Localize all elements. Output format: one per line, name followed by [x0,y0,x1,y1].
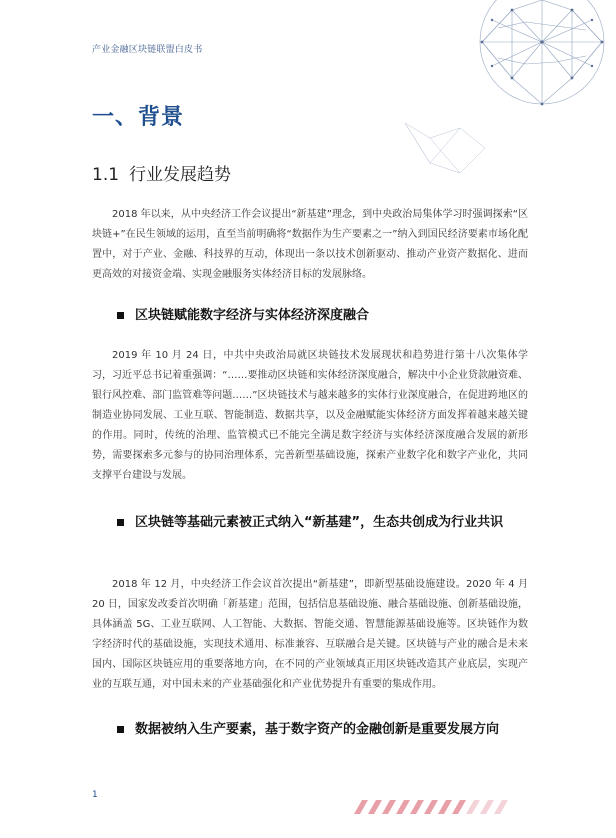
decorative-globe-fragment [400,118,490,182]
bullet-heading-2: 区块链等基础元素被正式纳入“新基建”，生态共创成为行业共识 [117,512,527,534]
bullet-heading-3: 数据被纳入生产要素，基于数字资产的金融创新是重要发展方向 [117,719,527,741]
paragraph-2: 2019 年 10 月 24 日，中共中央政治局就区块链技术发展现状和趋势进行第十八次集体学习，习近平总书记着重强调：“……要推动区块链和实体经济深度融合，解决中小企业贷款融资难、银行风控难、部门监管难等问题……”区块链技术与越来越多的实体行业深度融合，在促进跨地区的制造业协同发展、工业互联、智能制造、数据共享，以及金融赋能实体经济方面发挥着越来越关键的作用。同时，传统的治理、监管模式已不能完全满足数字经济与实体经济深度融合发展的新形势，需要探索多元参与的协同治理体系，完善新型基础设施，探索产业数字化和数字产业化，共同支撑平台建设与发展。 [92,350,528,481]
square-bullet-icon [117,312,124,319]
paragraph-3: 2018 年 12 月，中央经济工作会议首次提出“新基建”，即新型基础设施建设。2020 年 4 月 20 日，国家发改委首次明确「新基建」范围，包括信息基础设施、融合基础设施、创新基础设施，具体涵盖 5G、工业互联网、人工智能、大数据、智能交通、智慧能源基础设施等。区块链作为数字经济时代的基础设施，实现技术通用、标准兼容、互联融合是关键。区块链与产业的融合是未来国内、国际区块链应用的重要落地方向，在不同的产业领域真正用区块链改造其产业底层，实现产业的互联互通，对中国未来的产业基础强化和产业优势提升有重要的集成作用。 [92,579,528,690]
page-number: 1 [92,790,98,800]
decorative-stripes [350,800,616,814]
subsection-number: 1.1 [92,165,120,185]
decorative-globe-graphic [468,0,616,110]
subsection-heading [92,160,231,185]
running-header: 产业金融区块链联盟白皮书 [92,45,203,55]
square-bullet-icon [117,726,124,733]
bullet-heading-1: 区块链赋能数字经济与实体经济深度融合 [117,305,527,327]
subsection-title: 行业发展趋势 [129,165,232,185]
square-bullet-icon [117,519,124,526]
section-heading: 一、背景 [92,105,185,130]
paragraph-1: 2018 年以来，从中央经济工作会议提出“新基建”理念，到中央政治局集体学习时强调探索“区块链+”在民生领域的运用，直至当前明确将“数据作为生产要素之一”纳入到国民经济要素市场化配置中，对于产业、金融、科技界的互动，体现出一条以技术创新驱动、推动产业资产数据化、进而更高效的对接资金端、实现金融服务实体经济目标的发展脉络。 [92,209,528,280]
